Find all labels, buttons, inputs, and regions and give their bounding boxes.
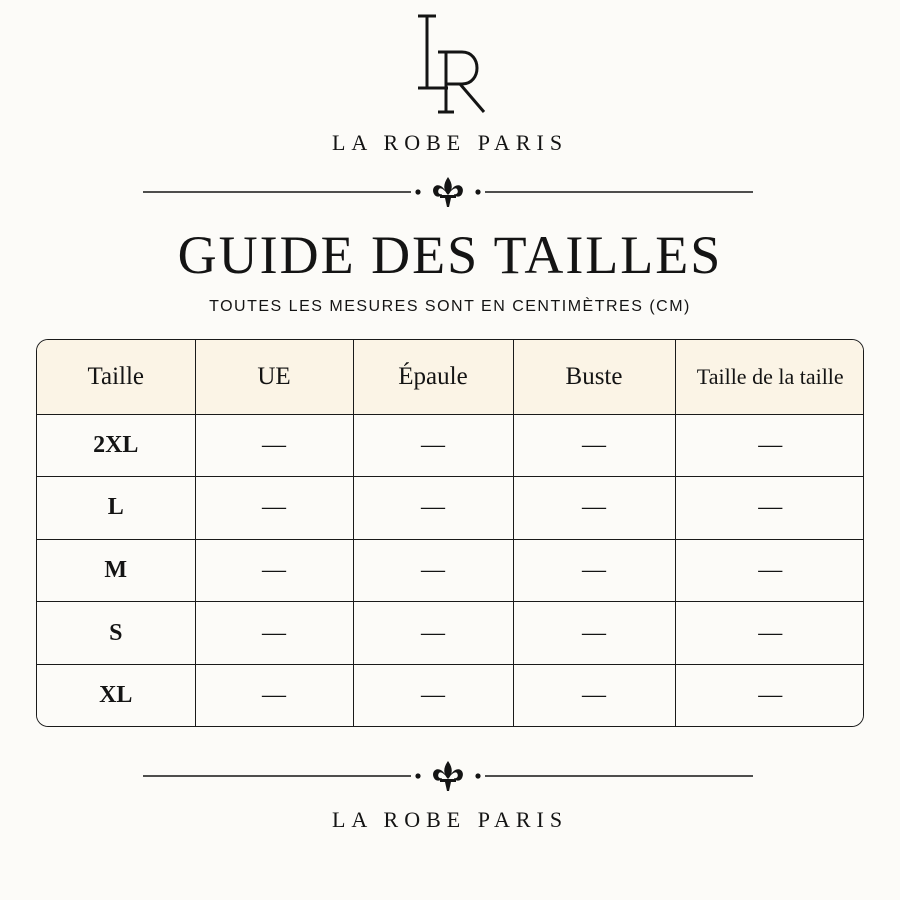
column-header-buste: Buste (513, 340, 675, 414)
value-cell: — (195, 664, 353, 726)
value-cell: — (675, 414, 864, 477)
table-row (37, 477, 864, 540)
lr-monogram-icon (390, 8, 510, 118)
table-row (37, 602, 864, 665)
value-cell: — (513, 477, 675, 540)
size-cell: S (37, 602, 195, 665)
page-title: GUIDE DES TAILLES (177, 225, 723, 285)
ornament-divider-top (143, 174, 753, 210)
value-cell: — (513, 664, 675, 726)
value-cell: — (675, 539, 864, 602)
value-cell: — (675, 477, 864, 540)
value-cell: — (513, 539, 675, 602)
brand-name-bottom: LA ROBE PARIS (331, 807, 569, 832)
brand-name-top: LA ROBE PARIS (331, 130, 569, 155)
size-cell: XL (37, 664, 195, 726)
page-subtitle: TOUTES LES MESURES SONT EN CENTIMÈTRES (CM) (209, 298, 691, 315)
size-cell: M (37, 539, 195, 602)
value-cell: — (353, 664, 513, 726)
value-cell: — (195, 602, 353, 665)
table-row (37, 414, 864, 477)
table-header-row (37, 340, 864, 414)
value-cell: — (353, 414, 513, 477)
fleur-de-lis-icon (433, 761, 463, 791)
value-cell: — (195, 539, 353, 602)
value-cell: — (513, 602, 675, 665)
table-row (37, 664, 864, 726)
size-cell: L (37, 477, 195, 540)
table-row (37, 539, 864, 602)
column-header-ue: UE (195, 340, 353, 414)
value-cell: — (195, 477, 353, 540)
value-cell: — (675, 602, 864, 665)
value-cell: — (353, 477, 513, 540)
size-cell: 2XL (37, 414, 195, 477)
size-table (36, 339, 864, 727)
value-cell: — (353, 602, 513, 665)
fleur-de-lis-icon (433, 177, 463, 207)
value-cell: — (513, 414, 675, 477)
column-header-epaule: Épaule (353, 340, 513, 414)
column-header-taille: Taille (37, 340, 195, 414)
value-cell: — (675, 664, 864, 726)
column-header-tour-de-taille: Taille de la taille (675, 340, 864, 414)
logo-monogram (0, 8, 900, 118)
value-cell: — (353, 539, 513, 602)
value-cell: — (195, 414, 353, 477)
ornament-divider-bottom (143, 758, 753, 794)
